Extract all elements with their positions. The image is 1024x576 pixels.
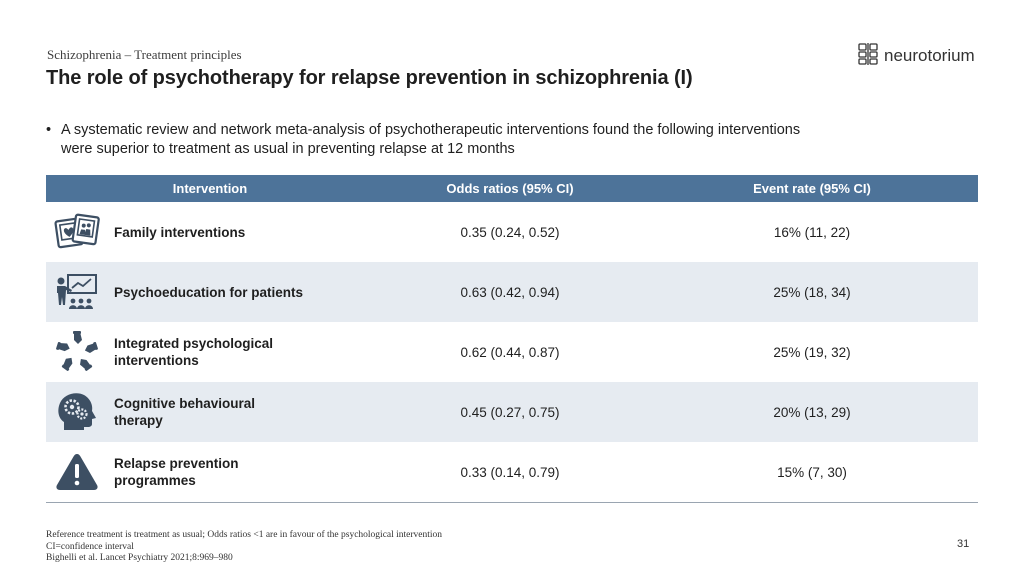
table-row (46, 382, 978, 442)
column-header-event-rate: Event rate (95% CI) (646, 175, 978, 202)
intervention-cell (46, 322, 374, 382)
intervention-name: Psychoeducation for patients (114, 284, 304, 300)
table-row (46, 262, 978, 322)
column-header-odds-ratio: Odds ratios (95% CI) (374, 175, 646, 202)
table-header-row (46, 175, 978, 202)
logo-text: neurotorium (884, 46, 975, 65)
odds-ratio-cell: 0.35 (0.24, 0.52) (460, 224, 560, 240)
page-number: 31 (957, 538, 970, 550)
intervention-cell (46, 262, 374, 322)
intervention-name: Cognitive behavioural therapy (114, 396, 256, 428)
intro-bullet (46, 121, 806, 159)
event-rate-cell: 16% (11, 22) (773, 224, 851, 240)
intervention-name: Integrated psychological interventions (114, 336, 274, 368)
warning-triangle-icon (51, 447, 103, 497)
odds-ratio-cell: 0.45 (0.27, 0.75) (374, 382, 646, 442)
family-photos-icon (51, 207, 103, 257)
footnote-reference: Reference treatment is treatment as usual; Odds ratios <1 are in favour of the psychological intervention (46, 530, 443, 540)
odds-ratio-cell: 0.63 (0.42, 0.94) (374, 262, 646, 322)
intervention-cell (46, 442, 374, 503)
intervention-name: Family interventions (114, 224, 246, 240)
event-rate-cell: 25% (18, 34) (646, 262, 978, 322)
footnote-abbreviation: CI=confidence interval (46, 541, 134, 552)
footnotes (46, 530, 442, 565)
odds-ratio-cell: 0.62 (0.44, 0.87) (460, 344, 560, 360)
column-header-intervention: Intervention (46, 175, 374, 202)
odds-ratio-cell: 0.33 (0.14, 0.79) (374, 442, 646, 503)
event-rate-cell: 25% (19, 32) (773, 344, 851, 360)
results-table (46, 175, 978, 503)
neurotorium-logo-icon (857, 42, 879, 71)
intervention-cell (46, 382, 374, 442)
page-title: The role of psychotherapy for relapse prevention in schizophrenia (I) (46, 67, 693, 89)
head-gears-icon (51, 387, 103, 437)
event-rate-cell: 15% (7, 30) (646, 442, 978, 503)
presentation-icon (51, 267, 103, 317)
section-label: Schizophrenia – Treatment principles (47, 47, 242, 62)
intro-bullet-text: A systematic review and network meta-analysis of psychotherapeutic interventions found the following interventions were superior to treatment as usual in preventing relapse at 12 months (61, 122, 801, 157)
table-row (46, 202, 978, 262)
intervention-name: Relapse prevention programmes (114, 456, 239, 488)
event-rate-cell: 20% (13, 29) (646, 382, 978, 442)
table-row (46, 322, 978, 382)
bullet-dot: • (46, 122, 52, 138)
footnote-citation: Bighelli et al. Lancet Psychiatry 2021;8:969–980 (46, 553, 233, 563)
intervention-cell (46, 202, 374, 262)
table-row (46, 442, 978, 503)
logo (857, 43, 975, 69)
hands-circle-icon (51, 327, 103, 377)
